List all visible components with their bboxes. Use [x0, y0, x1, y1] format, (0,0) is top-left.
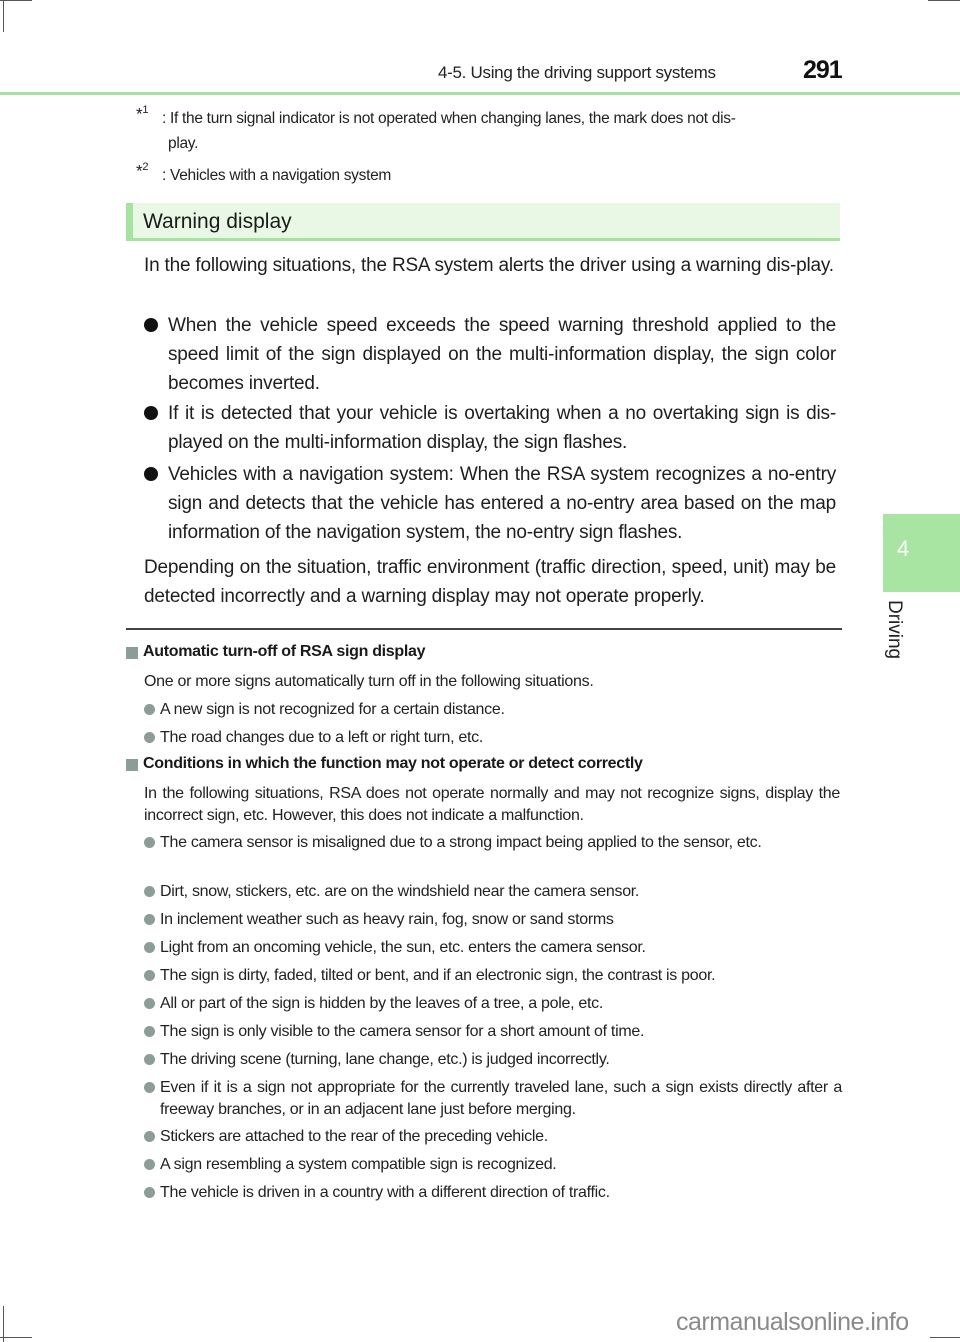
note-bullet: Even if it is a sign not appropriate for the currently traveled lane, such a sign exists directly after a freeway branches, or in an adjacent lane just before merging. — [144, 1077, 842, 1121]
footnote-mark: *$^2$ — [136, 161, 149, 181]
warning-bullet: If it is detected that your vehicle is overtaking when a no overtaking sign is dis-played on the multi-information display, the sign flashes. — [144, 399, 836, 457]
bullet-dot-icon — [144, 732, 155, 743]
crop-mark-top-right-h — [928, 0, 960, 1]
note-bullet: A new sign is not recognized for a certain distance. — [144, 699, 842, 721]
bullet-dot-icon — [144, 886, 155, 897]
note-bullet: The sign is only visible to the camera sensor for a short amount of time. — [144, 1021, 842, 1043]
footnote-text-cont: play. — [168, 135, 199, 152]
note-bullet: The sign is dirty, faded, tilted or bent, and if an electronic sign, the contrast is poor. — [144, 965, 842, 987]
section-heading — [126, 203, 840, 241]
page-number: 291 — [803, 56, 842, 84]
note-bullet: Dirt, snow, stickers, etc. are on the windshield near the camera sensor. — [144, 881, 842, 903]
bullet-dot-icon — [144, 837, 155, 848]
note-bullet: The camera sensor is misaligned due to a strong impact being applied to the sensor, etc. — [144, 832, 842, 854]
header-rule — [0, 92, 960, 95]
bullet-dot-icon — [144, 942, 155, 953]
chapter-tab — [883, 514, 960, 592]
bullet-dot-icon — [144, 704, 155, 715]
bullet-dot-icon — [144, 467, 158, 481]
note-bullet: The road changes due to a left or right turn, etc. — [144, 727, 842, 749]
bullet-dot-icon — [144, 406, 158, 420]
note-bullet: The driving scene (turning, lane change, etc.) is judged incorrectly. — [144, 1049, 842, 1071]
warning-bullet: When the vehicle speed exceeds the speed warning threshold applied to the speed limit of the sign displayed on the multi-information display, the sign color becomes inverted. — [144, 311, 836, 398]
crop-mark-bottom-right-h — [930, 1337, 960, 1338]
chapter-number: 4 — [897, 536, 910, 561]
bullet-dot-icon — [144, 1159, 155, 1170]
note-bullet: Stickers are attached to the rear of the preceding vehicle. — [144, 1126, 842, 1148]
running-header-title: 4-5. Using the driving support systems — [438, 63, 716, 82]
note-bullet: All or part of the sign is hidden by the leaves of a tree, a pole, etc. — [144, 993, 842, 1015]
crop-mark-top-left-v — [3, 0, 4, 32]
crop-mark-bottom-left-h — [0, 1337, 32, 1338]
bullet-dot-icon — [144, 970, 155, 981]
crop-mark-top-left-h — [0, 0, 32, 1]
note-intro: In the following situations, RSA does not operate normally and may not recognize signs, display the incorrect sign, etc. However, this does not indicate a malfunction. — [144, 785, 840, 824]
bullet-dot-icon — [144, 1026, 155, 1037]
square-marker-icon — [126, 647, 138, 659]
bullet-dot-icon — [144, 1054, 155, 1065]
footnote-text: : Vehicles with a navigation system — [162, 167, 392, 184]
note-bullet: In inclement weather such as heavy rain, fog, snow or sand storms — [144, 909, 842, 931]
note-heading: Conditions in which the function may not operate or detect correctly — [126, 755, 643, 773]
bullet-dot-icon — [144, 914, 155, 925]
bullet-dot-icon — [144, 1131, 155, 1142]
bullet-dot-icon — [144, 1082, 155, 1093]
section-divider — [126, 628, 842, 630]
warning-bullet: Vehicles with a navigation system: When the RSA system recognizes a no-entry sign and detects that the vehicle has entered a no-entry area based on the map information of the navigation system, the no-entry sign flashes. — [144, 460, 836, 547]
note-bullet: A sign resembling a system compatible sign is recognized. — [144, 1154, 842, 1176]
chapter-label: Driving — [884, 600, 905, 660]
section-closing: Depending on the situation, traffic environment (traffic direction, speed, unit) may be detected incorrectly and a warning display may not operate properly. — [144, 557, 836, 607]
footnote-mark: *$^1$ — [136, 104, 149, 124]
section-intro: In the following situations, the RSA system alerts the driver using a warning dis-play. — [144, 255, 834, 276]
bullet-dot-icon — [144, 318, 158, 332]
square-marker-icon — [126, 759, 138, 771]
watermark: carmanualsonline.info — [676, 1308, 909, 1336]
bullet-dot-icon — [144, 1187, 155, 1198]
note-intro: One or more signs automatically turn off in the following situations. — [144, 673, 594, 690]
bullet-dot-icon — [144, 998, 155, 1009]
footnote-text: : If the turn signal indicator is not operated when changing lanes, the mark does not dis- — [162, 110, 736, 127]
note-heading: Automatic turn-off of RSA sign display — [126, 643, 425, 661]
note-bullet: Light from an oncoming vehicle, the sun, etc. enters the camera sensor. — [144, 937, 842, 959]
note-bullet: The vehicle is driven in a country with a different direction of traffic. — [144, 1182, 842, 1204]
section-heading-text: Warning display — [143, 210, 292, 233]
